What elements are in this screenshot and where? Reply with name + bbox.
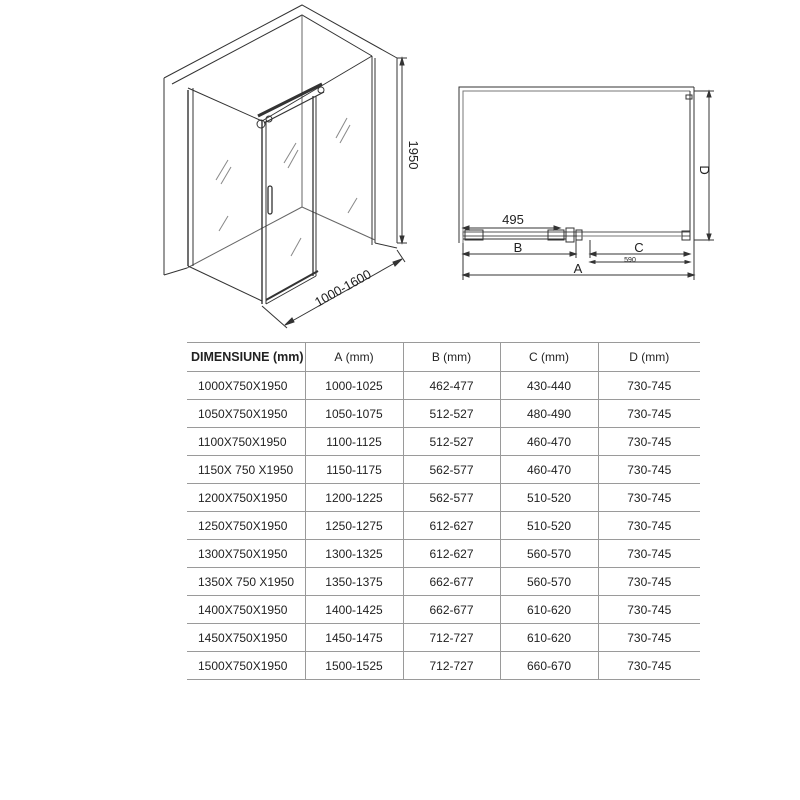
dimension-495-label: 495	[502, 212, 524, 227]
dimensions-table	[187, 342, 700, 680]
table-body	[187, 372, 700, 680]
cell-dimensiune: 1000X750X1950	[187, 372, 305, 400]
cell-a: 1150-1175	[305, 456, 403, 484]
cell-dimensiune: 1300X750X1950	[187, 540, 305, 568]
cell-b: 462-477	[403, 372, 500, 400]
table-row	[187, 540, 700, 568]
cell-dimensiune: 1100X750X1950	[187, 428, 305, 456]
cell-d: 730-745	[598, 540, 700, 568]
cell-b: 662-677	[403, 568, 500, 596]
cell-dimensiune: 1400X750X1950	[187, 596, 305, 624]
table-row	[187, 596, 700, 624]
cell-b: 712-727	[403, 624, 500, 652]
cell-c: 460-470	[500, 456, 598, 484]
width-label: 1000-1600	[311, 266, 374, 310]
cell-d: 730-745	[598, 624, 700, 652]
cell-dimensiune: 1500X750X1950	[187, 652, 305, 680]
cell-c: 660-670	[500, 652, 598, 680]
cell-b: 562-577	[403, 484, 500, 512]
cell-dimensiune: 1200X750X1950	[187, 484, 305, 512]
header-c: C (mm)	[500, 343, 598, 372]
cell-b: 512-527	[403, 400, 500, 428]
cell-c: 510-520	[500, 484, 598, 512]
cell-a: 1000-1025	[305, 372, 403, 400]
table-row	[187, 372, 700, 400]
table-row	[187, 484, 700, 512]
plan-view	[459, 87, 714, 280]
cell-dimensiune: 1050X750X1950	[187, 400, 305, 428]
cell-dimensiune: 1250X750X1950	[187, 512, 305, 540]
header-dimensiune: DIMENSIUNE (mm)	[187, 343, 305, 372]
header-a: A (mm)	[305, 343, 403, 372]
cell-b: 562-577	[403, 456, 500, 484]
table-row	[187, 456, 700, 484]
cell-c: 510-520	[500, 512, 598, 540]
cell-d: 730-745	[598, 512, 700, 540]
cell-b: 612-627	[403, 512, 500, 540]
dimension-d-label: D	[697, 165, 712, 175]
cell-a: 1100-1125	[305, 428, 403, 456]
cell-dimensiune: 1450X750X1950	[187, 624, 305, 652]
cell-c: 560-570	[500, 568, 598, 596]
cell-a: 1300-1325	[305, 540, 403, 568]
cell-a: 1400-1425	[305, 596, 403, 624]
cell-dimensiune: 1150X 750 X1950	[187, 456, 305, 484]
cell-d: 730-745	[598, 484, 700, 512]
cell-a: 1050-1075	[305, 400, 403, 428]
cell-b: 662-677	[403, 596, 500, 624]
cell-a: 1250-1275	[305, 512, 403, 540]
cell-c: 610-620	[500, 624, 598, 652]
cell-d: 730-745	[598, 568, 700, 596]
cell-d: 730-745	[598, 372, 700, 400]
table-row	[187, 652, 700, 680]
cell-a: 1350-1375	[305, 568, 403, 596]
cell-d: 730-745	[598, 652, 700, 680]
cell-c: 460-470	[500, 428, 598, 456]
cell-b: 712-727	[403, 652, 500, 680]
table-row	[187, 400, 700, 428]
header-b: B (mm)	[403, 343, 500, 372]
cell-a: 1500-1525	[305, 652, 403, 680]
dimension-b-label: B	[513, 240, 523, 255]
dimension-a-label: A	[573, 261, 583, 276]
height-label: 1950	[406, 140, 421, 170]
cell-d: 730-745	[598, 596, 700, 624]
table-row	[187, 568, 700, 596]
cell-b: 612-627	[403, 540, 500, 568]
technical-drawing	[0, 0, 800, 340]
cell-a: 1200-1225	[305, 484, 403, 512]
table-row	[187, 624, 700, 652]
cell-d: 730-745	[598, 428, 700, 456]
dimension-c-label: C	[634, 240, 644, 255]
cell-b: 512-527	[403, 428, 500, 456]
cell-a: 1450-1475	[305, 624, 403, 652]
table-header-row	[187, 343, 700, 372]
cell-d: 730-745	[598, 400, 700, 428]
table-row	[187, 512, 700, 540]
table-row	[187, 428, 700, 456]
cell-c: 610-620	[500, 596, 598, 624]
cell-d: 730-745	[598, 456, 700, 484]
cell-dimensiune: 1350X 750 X1950	[187, 568, 305, 596]
header-d: D (mm)	[598, 343, 700, 372]
dimension-590-label: 590	[624, 257, 636, 264]
cell-c: 430-440	[500, 372, 598, 400]
cell-c: 480-490	[500, 400, 598, 428]
cell-c: 560-570	[500, 540, 598, 568]
